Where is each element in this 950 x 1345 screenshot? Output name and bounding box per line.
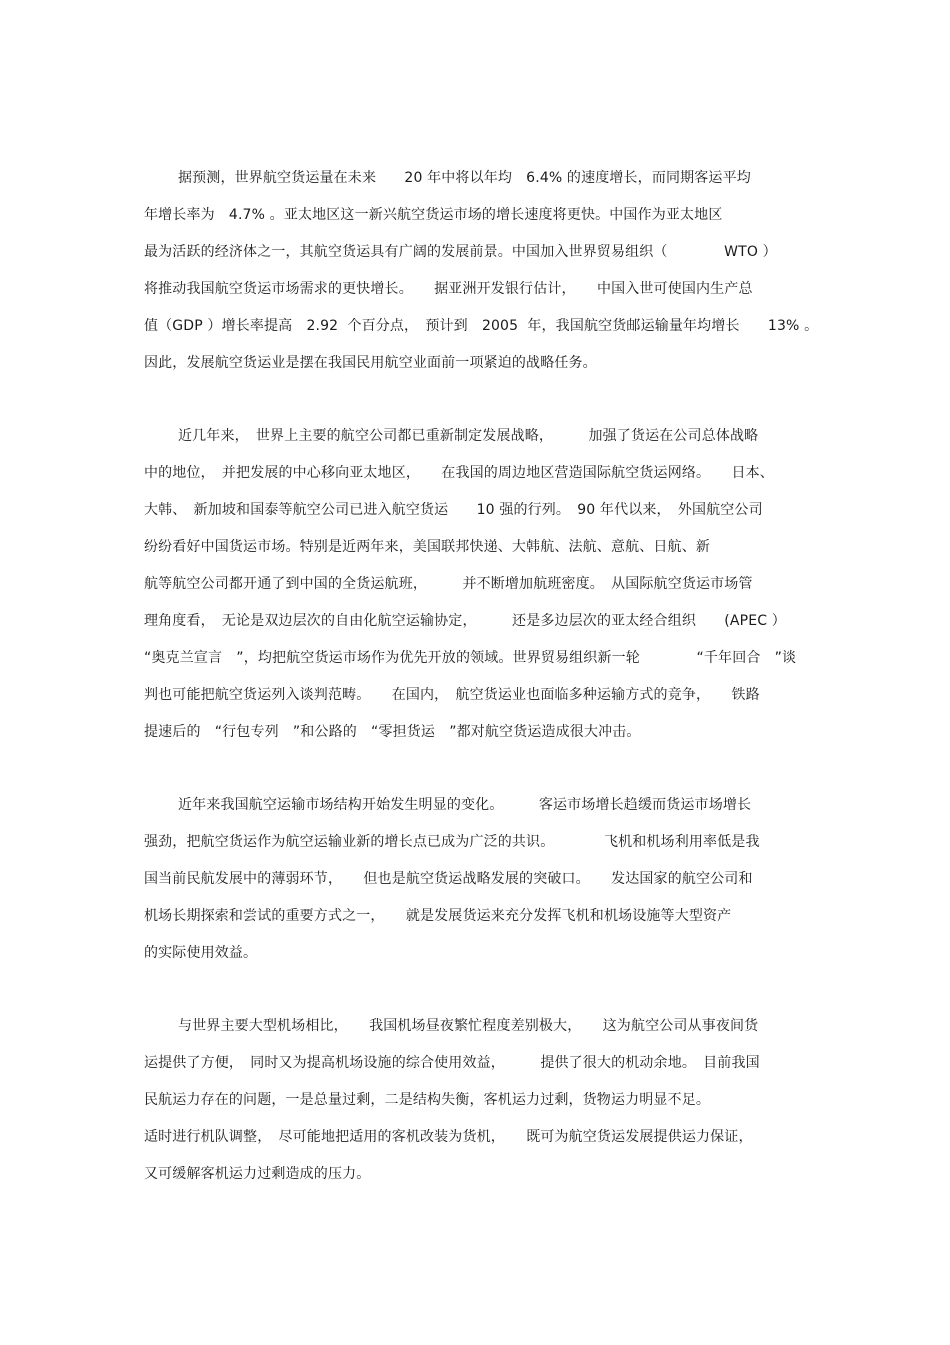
p3-line-2: 强劲，把航空货运作为航空运输业新的增长点已成为广泛的共识。 飞机和机场利用率低是我 [144,834,760,850]
p1-line-6: 因此，发展航空货运业是摆在我国民用航空业面前一项紧迫的战略任务。 [144,355,597,371]
p1-line-1: 据预测，世界航空货运量在未来 20 年中将以年均 6.4% 的速度增长，而同期客运平均 [178,170,751,186]
p2-line-5: 航等航空公司都开通了到中国的全货运航班， 并不断增加航班密度。 从国际航空货运市场管 [144,576,753,592]
p1-line-3: 最为活跃的经济体之一，其航空货运具有广阔的发展前景。中国加入世界贸易组织（ WTO ） [144,244,777,260]
p2-line-4: 纷纷看好中国货运市场。特别是近两年来，美国联邦快递、大韩航、法航、意航、日航、新 [144,539,710,555]
p4-line-1: 与世界主要大型机场相比， 我国机场昼夜繁忙程度差别极大， 这为航空公司从事夜间货 [178,1018,759,1034]
p4-line-2: 运提供了方便， 同时又为提高机场设施的综合使用效益， 提供了很大的机动余地。 目前我国 [144,1055,760,1071]
p3-line-1: 近年来我国航空运输市场结构开始发生明显的变化。 客运市场增长趋缓而货运市场增长 [178,797,752,813]
p2-line-7: “奥克兰宣言 ”，均把航空货运市场作为优先开放的领域。世界贸易组织新一轮 “千年回合 ”谈 [144,650,797,666]
p4-line-5: 又可缓解客机运力过剩造成的压力。 [144,1166,371,1182]
p1-line-5: 值（GDP ）增长率提高 2.92 个百分点， 预计到 2005 年，我国航空货邮运输量年均增长 13% 。 [144,318,819,334]
p2-line-2: 中的地位， 并把发展的中心移向亚太地区， 在我国的周边地区营造国际航空货运网络。 日本、 [144,465,774,481]
p2-line-8: 判也可能把航空货运列入谈判范畴。 在国内， 航空货运业也面临多种运输方式的竞争， 铁路 [144,687,760,703]
p3-line-4: 机场长期探索和尝试的重要方式之一， 就是发展货运来充分发挥飞机和机场设施等大型资产 [144,908,732,924]
p1-line-2: 年增长率为 4.7% 。亚太地区这一新兴航空货运市场的增长速度将更快。中国作为亚太地区 [144,207,723,223]
p4-line-3: 民航运力存在的问题，一是总量过剩，二是结构失衡，客机运力过剩，货物运力明显不足。 [144,1092,710,1108]
p3-line-3: 国当前民航发展中的薄弱环节， 但也是航空货运战略发展的突破口。 发达国家的航空公司和 [144,871,753,887]
p2-line-1: 近几年来， 世界上主要的航空公司都已重新制定发展战略， 加强了货运在公司总体战略 [178,428,759,444]
p2-line-9: 提速后的 “行包专列 ”和公路的 “零担货运 ”都对航空货运造成很大冲击。 [144,724,641,740]
p1-line-4: 将推动我国航空货运市场需求的更快增长。 据亚洲开发银行估计， 中国入世可使国内生产总 [144,281,753,297]
p2-line-6: 理角度看， 无论是双边层次的自由化航空运输协定， 还是多边层次的亚太经合组织 (APEC ） [144,613,786,629]
p3-line-5: 的实际使用效益。 [144,945,258,961]
p4-line-4: 适时进行机队调整， 尽可能地把适用的客机改装为货机， 既可为航空货运发展提供运力保证， [144,1129,753,1145]
p2-line-3: 大韩、 新加坡和国泰等航空公司已进入航空货运 10 强的行列。 90 年代以来， 外国航空公司 [144,502,763,518]
